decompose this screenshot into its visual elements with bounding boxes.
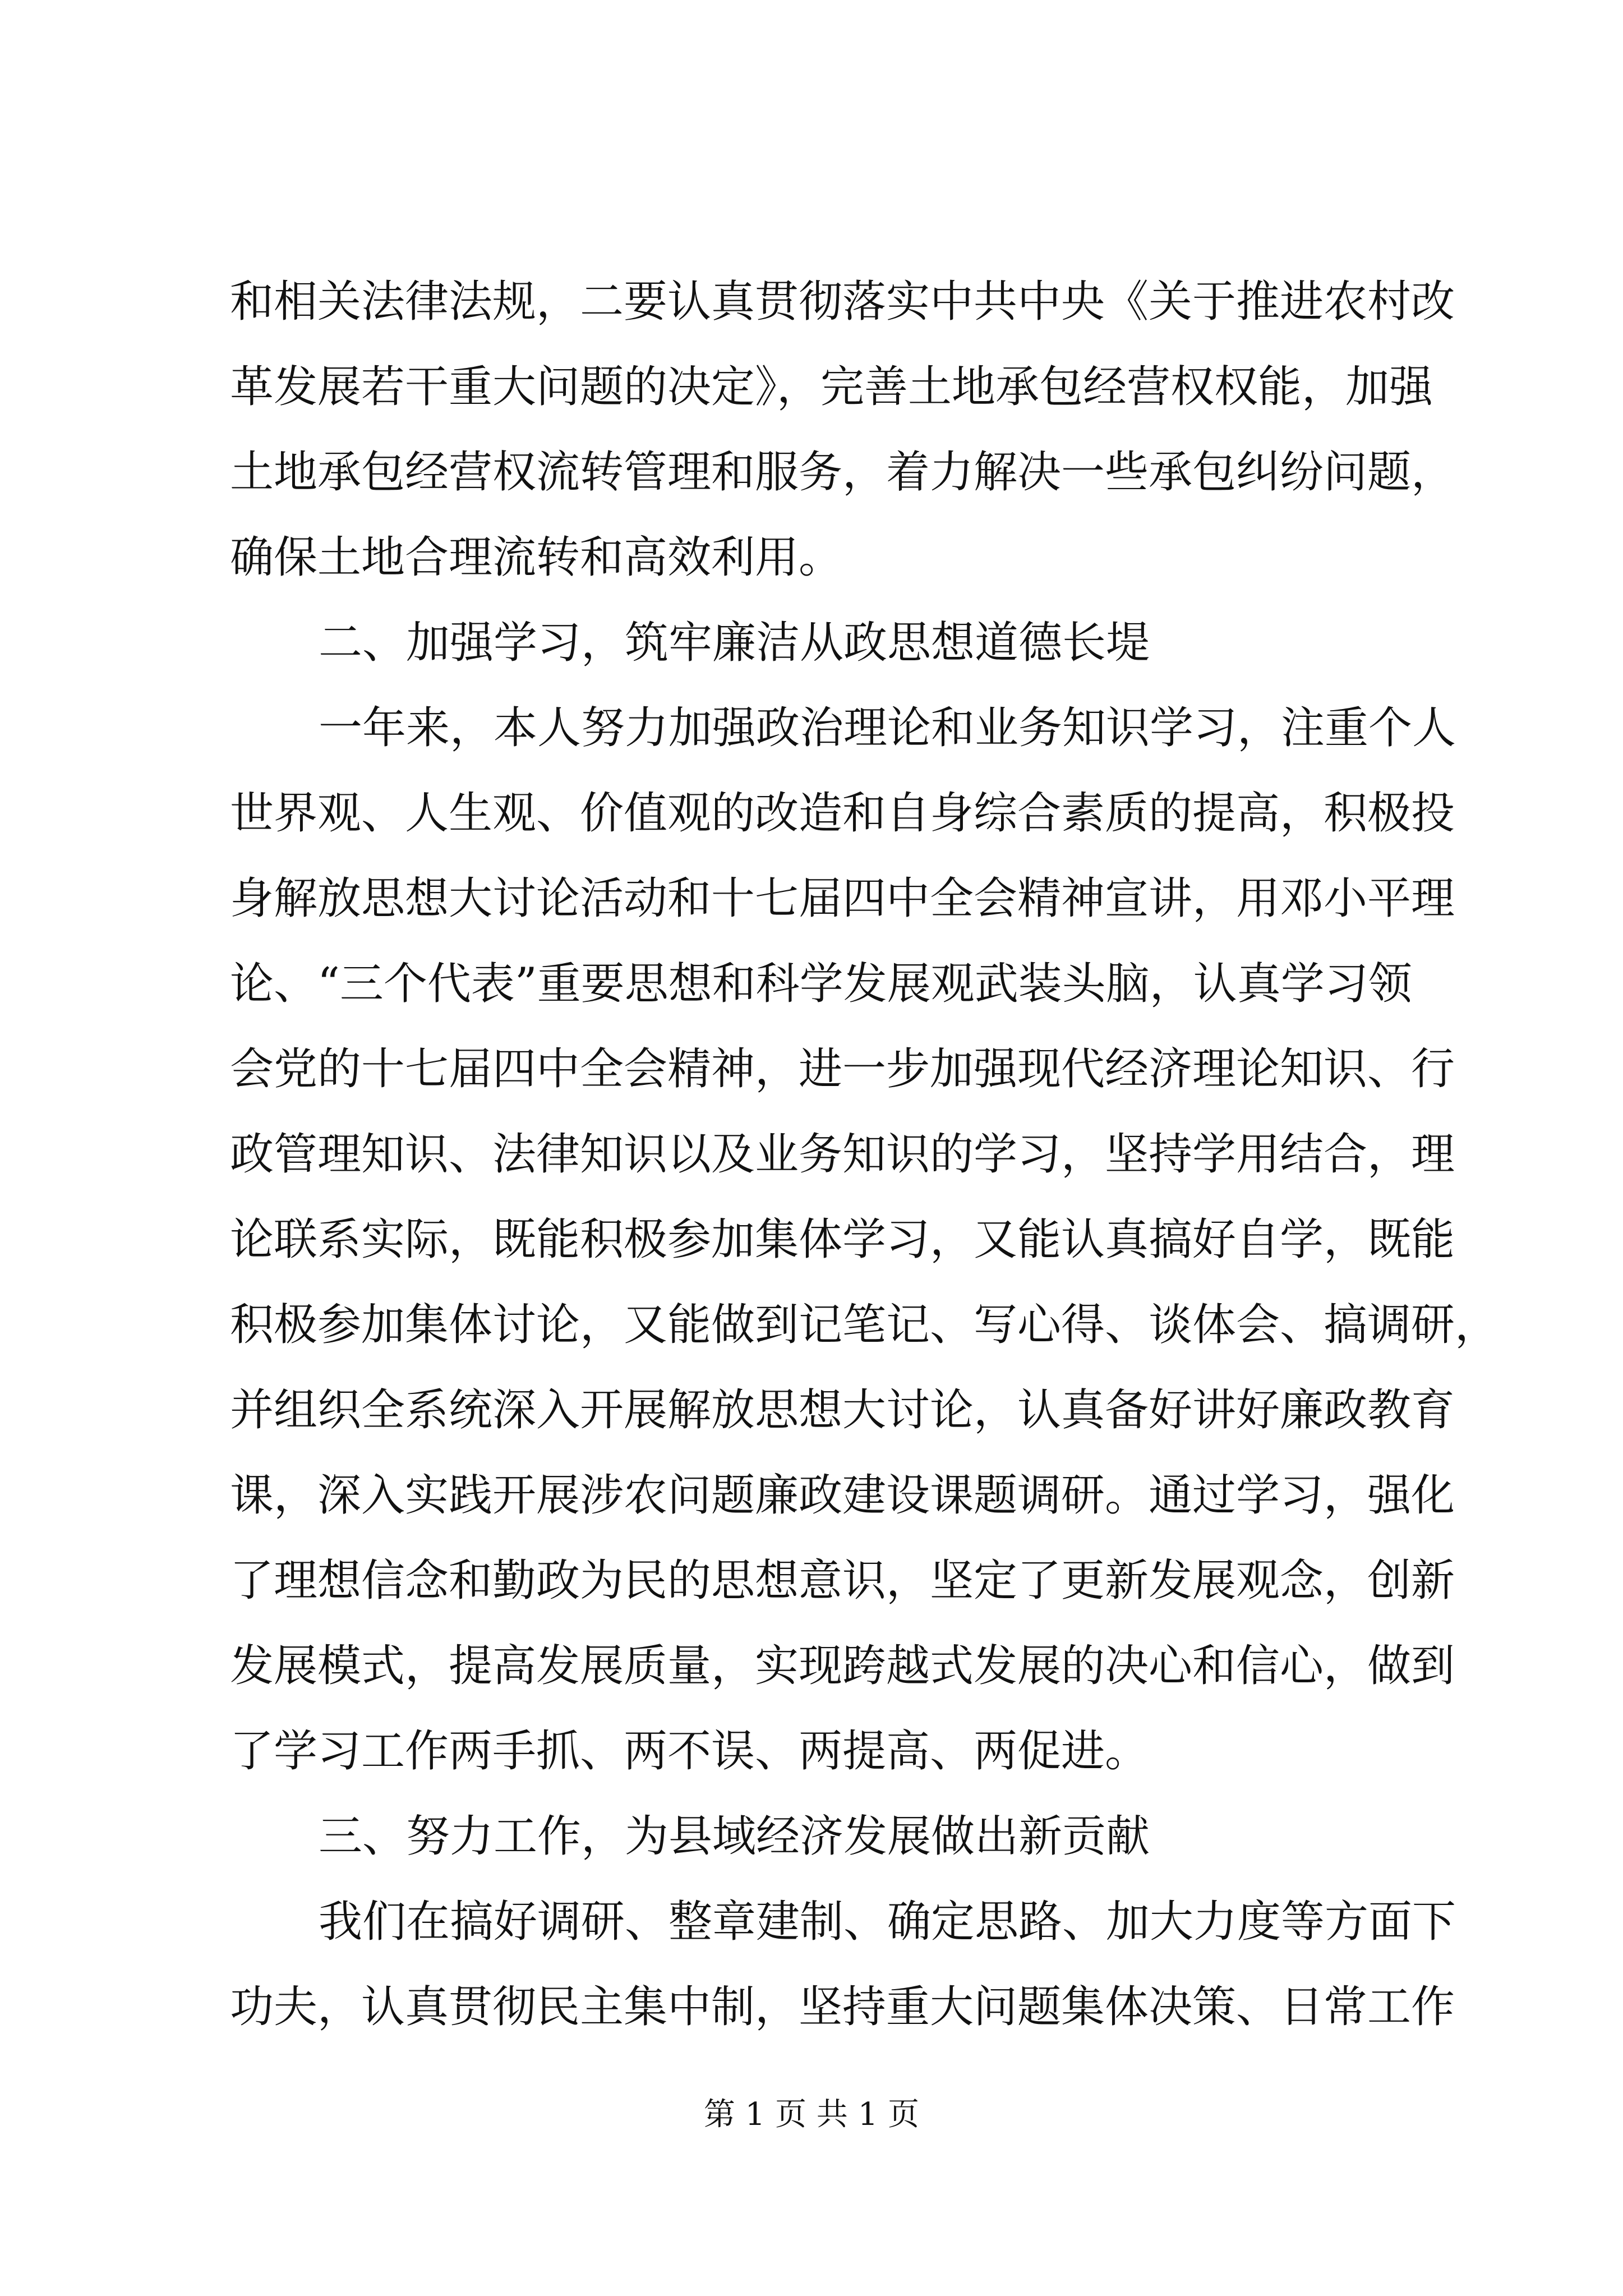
paragraph-start: 我们在搞好调研、整章建制、确定思路、加大力度等方面下 bbox=[319, 1897, 1456, 1947]
text-line: 身解放思想大讨论活动和十七届四中全会精神宣讲，用邓小平理 bbox=[230, 873, 1455, 924]
text-line: 确保土地合理流转和高效利用。 bbox=[230, 532, 843, 583]
paragraph-start: 一年来，本人努力加强政治理论和业务知识学习，注重个人 bbox=[319, 703, 1456, 753]
text-line: 土地承包经营权流转管理和服务，着力解决一些承包纠纷问题， bbox=[230, 447, 1455, 498]
text-line: 会党的十七届四中全会精神，进一步加强现代经济理论知识、行 bbox=[230, 1044, 1455, 1094]
text-line: 了理想信念和勤政为民的思想意识，坚定了更新发展观念，创新 bbox=[230, 1556, 1455, 1606]
text-line: 和相关法律法规，二要认真贯彻落实中共中央《关于推进农村改 bbox=[230, 277, 1455, 327]
document-body bbox=[230, 259, 1499, 2050]
text-line: 并组织全系统深入开展解放思想大讨论，认真备好讲好廉政教育 bbox=[230, 1385, 1455, 1435]
text-line: 积极参加集体讨论，又能做到记笔记、写心得、谈体会、搞调研， bbox=[230, 1300, 1499, 1350]
text-line: 革发展若干重大问题的决定》，完善土地承包经营权权能，加强 bbox=[230, 362, 1433, 412]
text-line: 发展模式，提高发展质量，实现跨越式发展的决心和信心，做到 bbox=[230, 1641, 1455, 1691]
text-line: 功夫，认真贯彻民主集中制，坚持重大问题集体决策、日常工作 bbox=[230, 1982, 1455, 2032]
text-line: 课，深入实践开展涉农问题廉政建设课题调研。通过学习，强化 bbox=[230, 1470, 1455, 1521]
page-number: 第 1 页 共 1 页 bbox=[703, 2096, 920, 2133]
text-line: 政管理知识、法律知识以及业务知识的学习，坚持学用结合，理 bbox=[230, 1129, 1455, 1180]
text-line: 世界观、人生观、价值观的改造和自身综合素质的提高，积极投 bbox=[230, 788, 1455, 839]
text-line: 论、“三个代表”重要思想和科学发展观武装头脑，认真学习领 bbox=[230, 959, 1412, 1009]
section-heading: 三、努力工作，为县域经济发展做出新贡献 bbox=[319, 1811, 1150, 1862]
text-line: 了学习工作两手抓、两不误、两提高、两促进。 bbox=[230, 1726, 1149, 1777]
section-heading: 二、加强学习，筑牢廉洁从政思想道德长堤 bbox=[319, 618, 1150, 668]
text-line: 论联系实际，既能积极参加集体学习，又能认真搞好自学，既能 bbox=[230, 1214, 1455, 1265]
